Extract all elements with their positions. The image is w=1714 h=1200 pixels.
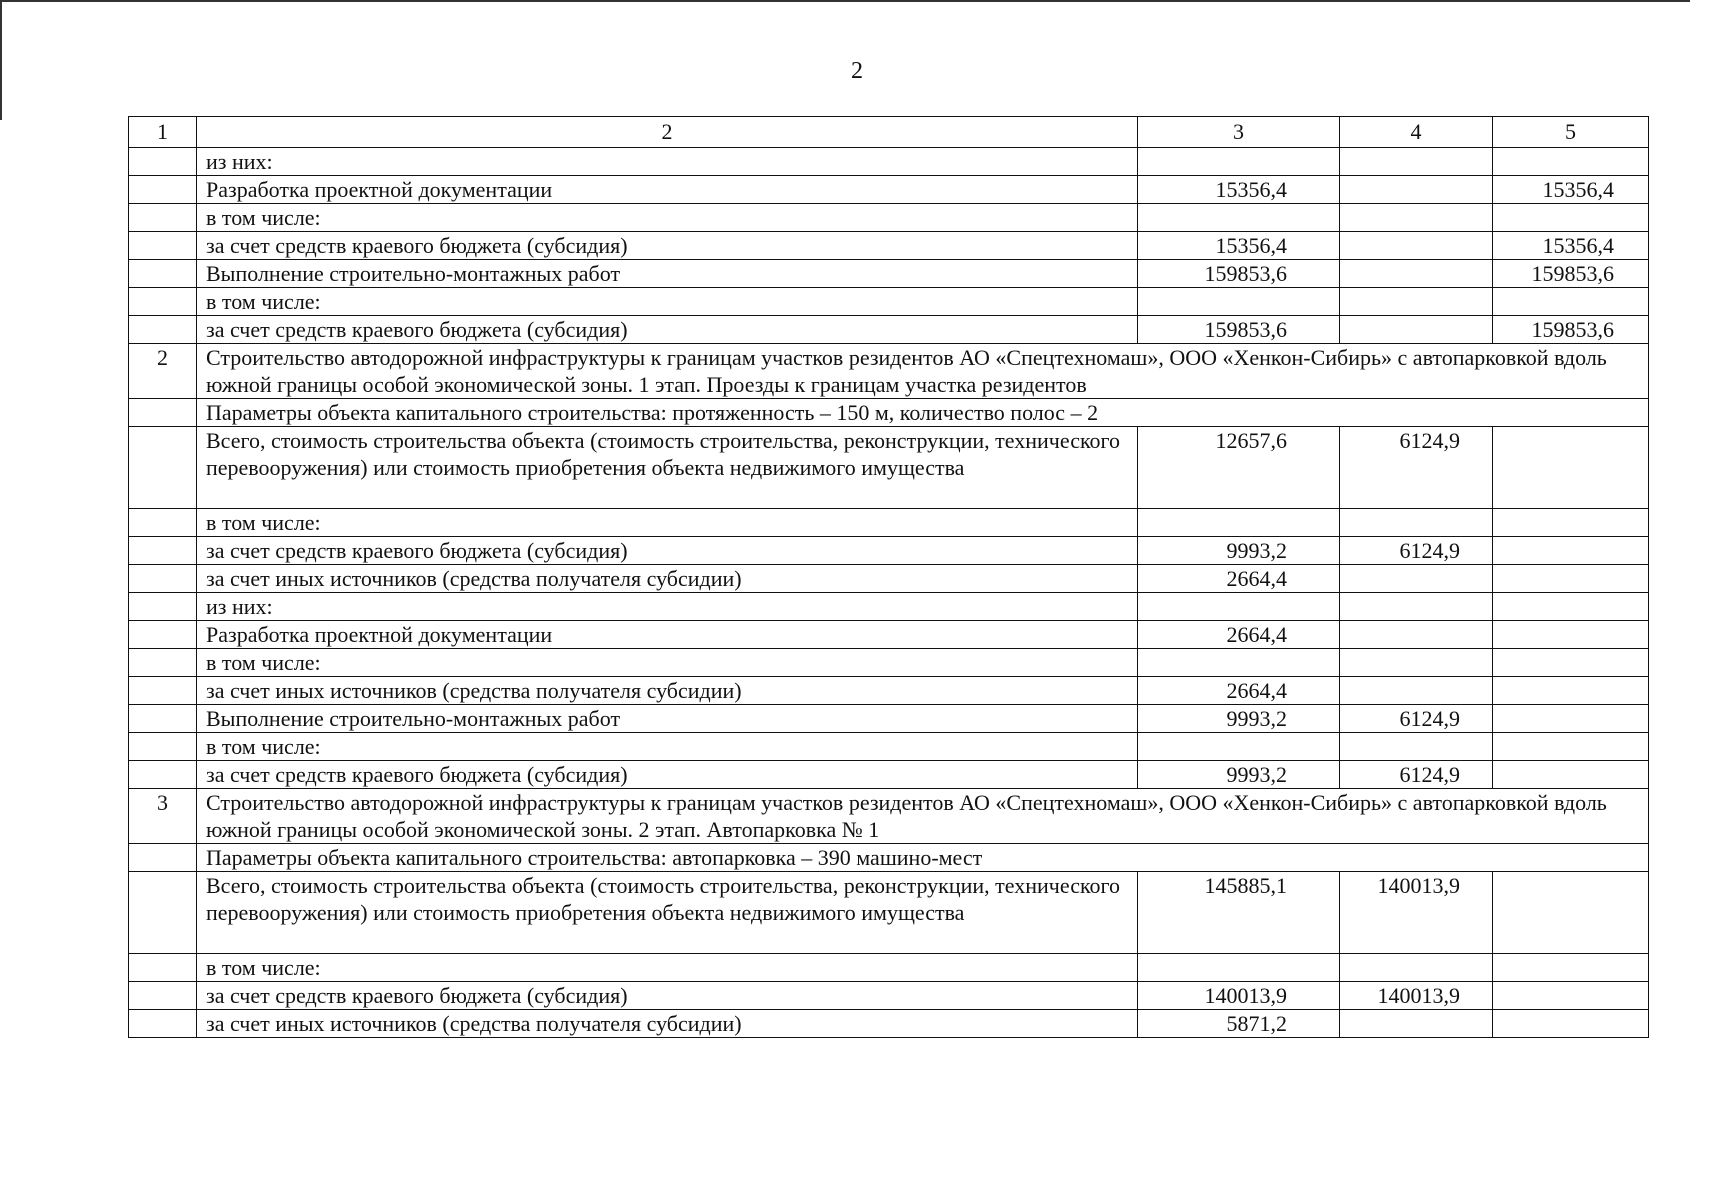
row-number-cell [129,399,197,427]
value-col3-cell: 159853,6 [1138,260,1340,288]
value-col4-cell: 6124,9 [1340,537,1493,565]
row-number-cell [129,733,197,761]
value-col4-cell [1340,954,1493,982]
value-col5-cell [1493,537,1649,565]
value-col5-cell [1493,954,1649,982]
value-col3-cell: 145885,1 [1138,872,1340,954]
section-title-cell: Строительство автодорожной инфраструктуры к границам участков резидентов АО «Спецтехномаш», ООО «Хенкон-Сибирь» с автопарковкой вдоль южной границы особой экономической зоны. 2 этап. Автопарковка № 1 [197,789,1649,844]
value-col4-cell: 6124,9 [1340,427,1493,509]
value-col4-cell: 140013,9 [1340,872,1493,954]
value-col5-cell: 15356,4 [1493,232,1649,260]
value-col5-cell [1493,204,1649,232]
budget-table [128,116,1649,1038]
section-title-cell: Строительство автодорожной инфраструктуры к границам участков резидентов АО «Спецтехномаш», ООО «Хенкон-Сибирь» с автопарковкой вдоль южной границы особой экономической зоны. 1 этап. Проезды к границам участка резидентов [197,344,1649,399]
value-col3-cell [1138,288,1340,316]
description-cell: Выполнение строительно-монтажных работ [197,260,1138,288]
row-number-cell [129,1010,197,1038]
table-row [129,148,1649,176]
value-col5-cell: 159853,6 [1493,260,1649,288]
value-col3-cell: 159853,6 [1138,316,1340,344]
header-cell: 1 [129,117,197,148]
value-col3-cell [1138,204,1340,232]
value-col3-cell [1138,954,1340,982]
value-col4-cell [1340,148,1493,176]
page-number: 2 [851,58,863,84]
section-params-cell: Параметры объекта капитального строительства: протяженность – 150 м, количество полос – 2 [197,399,1649,427]
description-cell: за счет средств краевого бюджета (субсидия) [197,982,1138,1010]
value-col3-cell: 9993,2 [1138,705,1340,733]
row-number-cell [129,982,197,1010]
value-col5-cell [1493,1010,1649,1038]
header-cell: 3 [1138,117,1340,148]
value-col3-cell: 2664,4 [1138,565,1340,593]
table-row [129,260,1649,288]
table-row [129,593,1649,621]
value-col5-cell: 15356,4 [1493,176,1649,204]
section-title-row [129,344,1649,399]
value-col5-cell [1493,593,1649,621]
row-number-cell [129,204,197,232]
value-col4-cell [1340,509,1493,537]
scan-edge-top [0,0,1690,2]
description-cell: Всего, стоимость строительства объекта (стоимость строительства, реконструкции, технического перевооружения) или стоимость приобретения объекта недвижимого имущества [197,427,1138,509]
description-cell: за счет средств краевого бюджета (субсидия) [197,537,1138,565]
table-row [129,204,1649,232]
value-col3-cell: 5871,2 [1138,1010,1340,1038]
row-number-cell [129,677,197,705]
section-params-row [129,844,1649,872]
row-number-cell [129,260,197,288]
value-col4-cell [1340,232,1493,260]
description-cell: из них: [197,593,1138,621]
value-col4-cell: 140013,9 [1340,982,1493,1010]
table-row [129,232,1649,260]
table-row [129,176,1649,204]
table-row [129,705,1649,733]
row-number-cell [129,844,197,872]
table-row [129,288,1649,316]
description-cell: за счет иных источников (средства получателя субсидии) [197,565,1138,593]
description-cell: за счет средств краевого бюджета (субсидия) [197,316,1138,344]
table-row [129,677,1649,705]
value-col5-cell [1493,565,1649,593]
row-number-cell [129,232,197,260]
value-col3-cell: 9993,2 [1138,761,1340,789]
section-params-row [129,399,1649,427]
value-col4-cell [1340,204,1493,232]
value-col5-cell [1493,649,1649,677]
description-cell: в том числе: [197,288,1138,316]
value-col3-cell: 2664,4 [1138,621,1340,649]
table-row [129,982,1649,1010]
table-row [129,761,1649,789]
value-col3-cell [1138,593,1340,621]
value-col3-cell: 140013,9 [1138,982,1340,1010]
section-title-row [129,789,1649,844]
value-col5-cell: 159853,6 [1493,316,1649,344]
value-col4-cell [1340,1010,1493,1038]
table-row [129,872,1649,954]
description-cell: Всего, стоимость строительства объекта (стоимость строительства, реконструкции, технического перевооружения) или стоимость приобретения объекта недвижимого имущества [197,872,1138,954]
value-col4-cell: 6124,9 [1340,761,1493,789]
value-col5-cell [1493,677,1649,705]
value-col4-cell [1340,649,1493,677]
row-number-cell [129,537,197,565]
value-col3-cell: 15356,4 [1138,232,1340,260]
value-col4-cell: 6124,9 [1340,705,1493,733]
description-cell: Выполнение строительно-монтажных работ [197,705,1138,733]
row-number-cell [129,954,197,982]
table-row [129,733,1649,761]
table-row [129,954,1649,982]
description-cell: за счет иных источников (средства получателя субсидии) [197,1010,1138,1038]
description-cell: в том числе: [197,509,1138,537]
value-col3-cell [1138,649,1340,677]
value-col4-cell [1340,316,1493,344]
value-col5-cell [1493,427,1649,509]
value-col4-cell [1340,621,1493,649]
row-number-cell [129,621,197,649]
header-cell: 5 [1493,117,1649,148]
row-number-cell [129,593,197,621]
table-row [129,537,1649,565]
value-col4-cell [1340,733,1493,761]
value-col4-cell [1340,288,1493,316]
description-cell: из них: [197,148,1138,176]
value-col5-cell [1493,148,1649,176]
row-number-cell [129,509,197,537]
row-number-cell [129,705,197,733]
header-cell: 2 [197,117,1138,148]
value-col5-cell [1493,761,1649,789]
row-number-cell [129,565,197,593]
table-row [129,509,1649,537]
row-number-cell [129,761,197,789]
value-col5-cell [1493,509,1649,537]
description-cell: Разработка проектной документации [197,621,1138,649]
section-params-cell: Параметры объекта капитального строительства: автопарковка – 390 машино-мест [197,844,1649,872]
row-number-cell [129,427,197,509]
value-col5-cell [1493,982,1649,1010]
value-col4-cell [1340,176,1493,204]
table-row [129,316,1649,344]
value-col4-cell [1340,677,1493,705]
value-col5-cell [1493,288,1649,316]
section-number-cell: 3 [129,789,197,844]
value-col3-cell [1138,509,1340,537]
value-col5-cell [1493,621,1649,649]
description-cell: в том числе: [197,204,1138,232]
row-number-cell [129,176,197,204]
row-number-cell [129,872,197,954]
header-row [129,117,1649,148]
value-col5-cell [1493,705,1649,733]
value-col5-cell [1493,733,1649,761]
description-cell: за счет средств краевого бюджета (субсидия) [197,232,1138,260]
table-row [129,649,1649,677]
value-col3-cell: 15356,4 [1138,176,1340,204]
value-col4-cell [1340,565,1493,593]
value-col3-cell [1138,148,1340,176]
description-cell: за счет иных источников (средства получателя субсидии) [197,677,1138,705]
table-row [129,621,1649,649]
row-number-cell [129,288,197,316]
description-cell: Разработка проектной документации [197,176,1138,204]
value-col5-cell [1493,872,1649,954]
row-number-cell [129,148,197,176]
header-cell: 4 [1340,117,1493,148]
row-number-cell [129,649,197,677]
value-col3-cell: 12657,6 [1138,427,1340,509]
value-col3-cell: 2664,4 [1138,677,1340,705]
value-col3-cell: 9993,2 [1138,537,1340,565]
description-cell: в том числе: [197,954,1138,982]
description-cell: в том числе: [197,733,1138,761]
value-col3-cell [1138,733,1340,761]
row-number-cell [129,316,197,344]
table-row [129,1010,1649,1038]
section-number-cell: 2 [129,344,197,399]
description-cell: в том числе: [197,649,1138,677]
table-row [129,565,1649,593]
value-col4-cell [1340,593,1493,621]
description-cell: за счет средств краевого бюджета (субсидия) [197,761,1138,789]
value-col4-cell [1340,260,1493,288]
table-row [129,427,1649,509]
